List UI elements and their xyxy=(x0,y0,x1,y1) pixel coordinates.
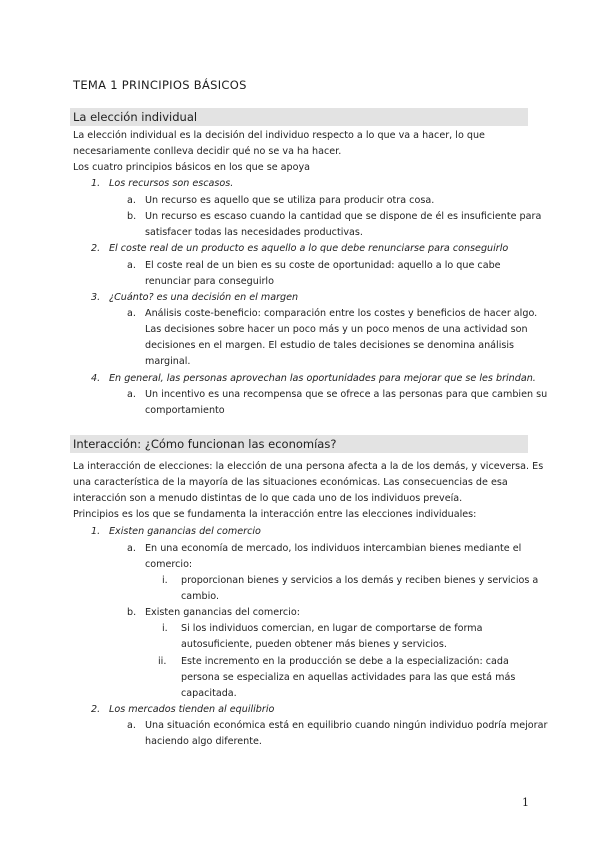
list-item-text: proporcionan bienes y servicios a los demás y reciben bienes y servicios a xyxy=(181,575,539,586)
page-title: TEMA 1 PRINCIPIOS BÁSICOS xyxy=(73,78,247,92)
list-marker: i. xyxy=(162,623,168,634)
list-item-text: comercio: xyxy=(145,559,193,570)
list-item-text: capacitada. xyxy=(181,688,237,699)
list-item-text: marginal. xyxy=(145,356,191,367)
list-number: 1. xyxy=(91,526,101,537)
list-item-title: Existen ganancias del comercio xyxy=(109,526,261,537)
list-item-text: En una economía de mercado, los individuos intercambian bienes mediante el xyxy=(145,543,522,554)
page-number: 1 xyxy=(522,796,529,809)
list-item-text: satisfacer todas las necesidades productivas. xyxy=(145,227,363,238)
paragraph-line: interacción son a menudo distintas de lo que cada uno de los individuos preveía. xyxy=(73,493,463,504)
list-marker: i. xyxy=(162,575,168,586)
list-item-text: Análisis coste-beneficio: comparación entre los costes y beneficios de hacer algo. xyxy=(145,308,538,319)
list-number: 1. xyxy=(91,178,101,189)
list-marker: ii. xyxy=(158,656,167,667)
paragraph-line: una característica de la mayoría de las situaciones económicas. Las consecuencias de esa xyxy=(73,477,508,488)
section-heading-individual-choice: La elección individual xyxy=(70,108,528,126)
list-item-text: comportamiento xyxy=(145,405,225,416)
list-item-title: Los mercados tienden al equilibrio xyxy=(109,704,275,715)
list-item-text: Un incentivo es una recompensa que se ofrece a las personas para que cambien su xyxy=(145,389,548,400)
list-item-text: Un recurso es aquello que se utiliza para producir otra cosa. xyxy=(145,195,435,206)
list-item-title: ¿Cuánto? es una decisión en el margen xyxy=(109,292,299,303)
list-item-text: cambio. xyxy=(181,591,220,602)
list-item-text: Las decisiones sobre hacer un poco más y un poco menos de una actividad son xyxy=(145,324,528,335)
list-item-text: Si los individuos comercian, en lugar de comportarse de forma xyxy=(181,623,483,634)
list-item-text: El coste real de un bien es su coste de oportunidad: aquello a lo que cabe xyxy=(145,260,501,271)
section-heading-interaction: Interacción: ¿Cómo funcionan las economías? xyxy=(70,435,528,453)
list-item-text: Este incremento en la producción se debe a la especialización: cada xyxy=(181,656,509,667)
list-item-text: haciendo algo diferente. xyxy=(145,736,262,747)
list-item-title: Los recursos son escasos. xyxy=(109,178,234,189)
list-item-text: persona se especializa en aquellas actividades para las que está más xyxy=(181,672,516,683)
list-item-text: Un recurso es escaso cuando la cantidad que se dispone de él es insuficiente para xyxy=(145,211,542,222)
paragraph-line: Los cuatro principios básicos en los que se apoya xyxy=(73,162,311,173)
list-number: 4. xyxy=(91,373,101,384)
list-marker: a. xyxy=(127,308,136,319)
list-marker: b. xyxy=(127,607,137,618)
list-item-title: El coste real de un producto es aquello a lo que debe renunciarse para conseguirlo xyxy=(109,243,509,254)
list-item-text: decisiones en el margen. El estudio de tales decisiones se denomina análisis xyxy=(145,340,515,351)
list-marker: a. xyxy=(127,260,136,271)
list-item-text: Existen ganancias del comercio: xyxy=(145,607,300,618)
list-number: 3. xyxy=(91,292,101,303)
list-marker: a. xyxy=(127,720,136,731)
paragraph-line: Principios es los que se fundamenta la interacción entre las elecciones individuales: xyxy=(73,509,477,520)
list-item-text: renunciar para conseguirlo xyxy=(145,276,274,287)
paragraph-line: La interacción de elecciones: la elección de una persona afecta a la de los demás, y viceversa. Es xyxy=(73,461,544,472)
list-marker: a. xyxy=(127,195,136,206)
list-item-text: autosuficiente, pueden obtener más bienes y servicios. xyxy=(181,639,447,650)
paragraph-line: necesariamente conlleva decidir qué no se va ha hacer. xyxy=(73,146,342,157)
list-item-title: En general, las personas aprovechan las oportunidades para mejorar que se les brindan. xyxy=(109,373,536,384)
list-number: 2. xyxy=(91,704,101,715)
paragraph-line: La elección individual es la decisión del individuo respecto a lo que va a hacer, lo que xyxy=(73,130,485,141)
list-marker: a. xyxy=(127,389,136,400)
list-number: 2. xyxy=(91,243,101,254)
list-item-text: Una situación económica está en equilibrio cuando ningún individuo podría mejorar xyxy=(145,720,548,731)
list-marker: a. xyxy=(127,543,136,554)
list-marker: b. xyxy=(127,211,137,222)
